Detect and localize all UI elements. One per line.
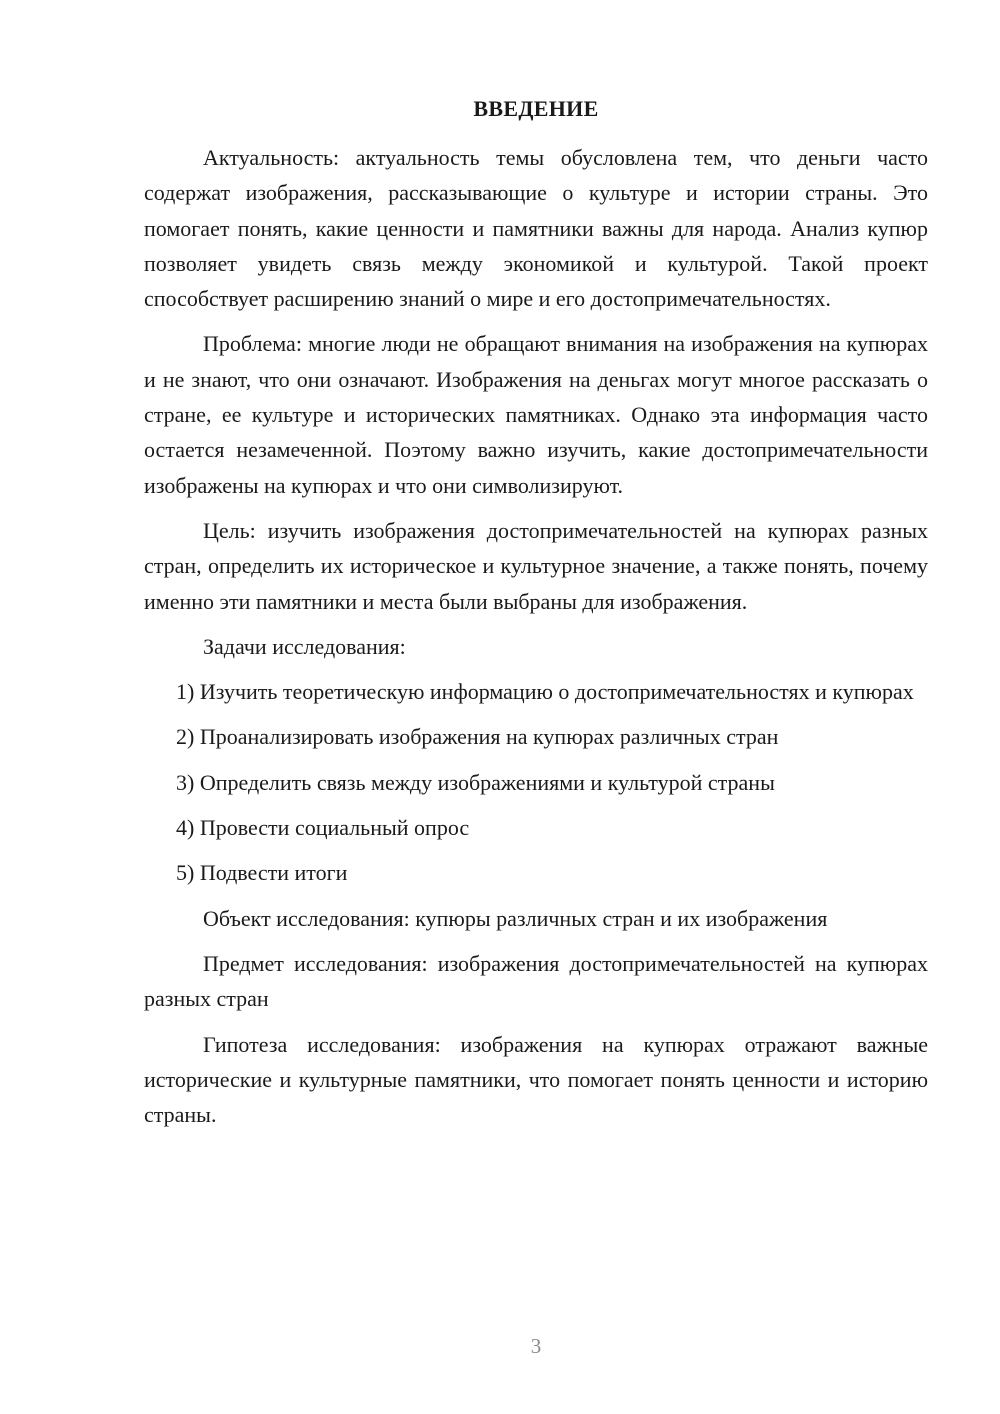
task-item: 5) Подвести итоги [176, 860, 348, 886]
task-item: 2) Проанализировать изображения на купюрах различных стран [176, 724, 779, 750]
task-item: 3) Определить связь между изображениями и культурой страны [176, 769, 775, 795]
relevance-paragraph: Актуальность: актуальность темы обусловлена тем, что деньги часто содержат изображения, рассказывающие о культуре и истории страны. Это помогает понять, какие ценности и памятники важны для народа. Анализ купюр позволяет увидеть связь между экономикой и культурой. Такой проект способствует расширению знаний о мире и его достопримечательностях. [144, 145, 928, 312]
object-paragraph: Объект исследования: купюры различных стран и их изображения [203, 905, 828, 931]
task-item: 4) Провести социальный опрос [176, 815, 470, 841]
page-number: 3 [530, 1334, 542, 1358]
page-body [144, 140, 928, 1142]
subject-paragraph: Предмет исследования: изображения достопримечательностей на купюрах разных стран [144, 950, 928, 1012]
hypothesis-paragraph: Гипотеза исследования: изображения на купюрах отражают важные исторические и культурные памятники, что помогает понять ценности и историю страны. [144, 1031, 928, 1128]
page-title: ВВЕДЕНИЕ [473, 96, 599, 121]
tasks-heading: Задачи исследования: [203, 633, 406, 659]
goal-paragraph: Цель: изучить изображения достопримечательностей на купюрах разных стран, определить их историческое и культурное значение, а также понять, почему именно эти памятники и места были выбраны для изображения. [144, 517, 928, 614]
problem-paragraph: Проблема: многие люди не обращают внимания на изображения на купюрах и не знают, что они означают. Изображения на деньгах могут многое рассказать о стране, ее культуре и исторических памятниках. Однако эта информация часто остается незамеченной. Поэтому важно изучить, какие достопримечательности изображены на купюрах и что они символизируют. [144, 331, 928, 498]
task-item: 1) Изучить теоретическую информацию о достопримечательностях и купюрах [176, 679, 914, 705]
